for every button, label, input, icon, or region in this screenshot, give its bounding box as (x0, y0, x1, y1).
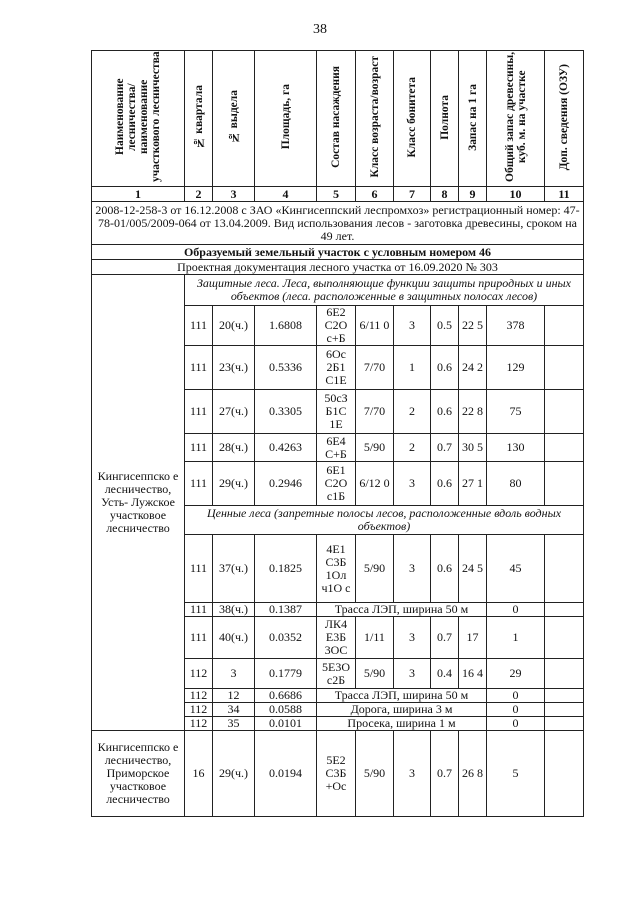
total-stock-cell: 0 (487, 717, 545, 731)
density-cell: 0.5 (431, 306, 459, 346)
project-doc-row (92, 260, 584, 275)
area-cell: 0.1825 (255, 535, 317, 603)
header-cell: Общий запас древесины, куб. м. на участке (487, 51, 545, 187)
allotment-cell: 29(ч.) (213, 731, 255, 817)
quarter-cell: 111 (185, 346, 213, 390)
extra-cell (545, 617, 584, 659)
density-cell: 0.6 (431, 346, 459, 390)
header-cell: Наименование лесничества/ наименование участкового лесничества (92, 51, 185, 187)
allotment-cell: 23(ч.) (213, 346, 255, 390)
age-cell: 7/70 (356, 390, 394, 434)
total-stock-cell: 5 (487, 731, 545, 817)
area-cell: 0.3305 (255, 390, 317, 434)
forestry-name: Кингисеппско е лесничество, Усть- Лужское участковое лесничество (92, 275, 185, 731)
composition-cell: 6Ос 2Б1 С1Е (317, 346, 356, 390)
area-cell: 0.4263 (255, 434, 317, 462)
density-cell: 0.6 (431, 462, 459, 506)
density-cell: 0.7 (431, 731, 459, 817)
age-cell: 1/11 (356, 617, 394, 659)
composition-cell: 50сЗ Б1С 1Е (317, 390, 356, 434)
age-cell: 6/12 0 (356, 462, 394, 506)
allotment-cell: 40(ч.) (213, 617, 255, 659)
quarter-cell: 111 (185, 603, 213, 617)
forest-plot-table (91, 50, 584, 817)
allotment-cell: 27(ч.) (213, 390, 255, 434)
bonitet-cell: 3 (394, 535, 431, 603)
total-stock-cell: 129 (487, 346, 545, 390)
allotment-cell: 38(ч.) (213, 603, 255, 617)
bonitet-cell: 3 (394, 659, 431, 689)
forest-category: Ценные леса (запретные полосы лесов, расположенные вдоль водных объектов) (185, 506, 584, 535)
project-doc: Проектная документация лесного участка от 16.09.2020 № 303 (92, 260, 584, 275)
composition-cell: 5Е3О с2Б (317, 659, 356, 689)
age-cell: 7/70 (356, 346, 394, 390)
header-cell: Полнота (431, 51, 459, 187)
extra-cell (545, 306, 584, 346)
total-stock-cell: 0 (487, 689, 545, 703)
extra-cell (545, 731, 584, 817)
composition-cell: 6Е1 С2О с1Б (317, 462, 356, 506)
header-cell: № выдела (213, 51, 255, 187)
density-cell: 0.7 (431, 434, 459, 462)
bonitet-cell: 3 (394, 462, 431, 506)
allotment-cell: 29(ч.) (213, 462, 255, 506)
quarter-cell: 16 (185, 731, 213, 817)
col-number: 5 (317, 187, 356, 202)
area-cell: 0.0101 (255, 717, 317, 731)
stock-per-ha-cell: 22 5 (459, 306, 487, 346)
stock-per-ha-cell: 24 5 (459, 535, 487, 603)
page-number: 38 (313, 22, 327, 37)
allotment-cell: 37(ч.) (213, 535, 255, 603)
bonitet-cell: 2 (394, 390, 431, 434)
age-cell: 5/90 (356, 535, 394, 603)
quarter-cell: 112 (185, 717, 213, 731)
stock-per-ha-cell: 27 1 (459, 462, 487, 506)
area-cell: 0.6686 (255, 689, 317, 703)
total-stock-cell: 29 (487, 659, 545, 689)
area-cell: 0.1779 (255, 659, 317, 689)
header-cell: Доп. сведения (ОЗУ) (545, 51, 584, 187)
col-number: 10 (487, 187, 545, 202)
age-cell: 5/90 (356, 434, 394, 462)
extra-cell (545, 390, 584, 434)
table-row (92, 731, 584, 817)
extra-cell (545, 659, 584, 689)
lease-note: 2008-12-258-3 от 16.12.2008 с ЗАО «Кингисеппский леспромхоз» регистрационный номер: 47-78-01/005/2009-064 от 13.04.2009. Вид использования лесов - заготовка древесины, сроком на 49 лет. (92, 202, 584, 245)
extra-cell (545, 434, 584, 462)
header-cell: Запас на 1 га (459, 51, 487, 187)
total-stock-cell: 75 (487, 390, 545, 434)
area-cell: 0.0352 (255, 617, 317, 659)
description-cell: Просека, ширина 1 м (317, 717, 487, 731)
quarter-cell: 111 (185, 306, 213, 346)
age-cell: 6/11 0 (356, 306, 394, 346)
description-cell: Трасса ЛЭП, ширина 50 м (317, 689, 487, 703)
area-cell: 0.0194 (255, 731, 317, 817)
area-cell: 0.1387 (255, 603, 317, 617)
col-number: 9 (459, 187, 487, 202)
density-cell: 0.6 (431, 535, 459, 603)
stock-per-ha-cell: 30 5 (459, 434, 487, 462)
age-cell: 5/90 (356, 659, 394, 689)
plot-title-row (92, 245, 584, 260)
bonitet-cell: 3 (394, 306, 431, 346)
col-number: 7 (394, 187, 431, 202)
description-cell: Дорога, ширина 3 м (317, 703, 487, 717)
header-cell: № квартала (185, 51, 213, 187)
allotment-cell: 3 (213, 659, 255, 689)
forestry-name: Кингисеппско е лесничество, Приморское участковое лесничество (92, 731, 185, 817)
composition-cell: 6Е2 С2О с+Б (317, 306, 356, 346)
allotment-cell: 20(ч.) (213, 306, 255, 346)
bonitet-cell: 2 (394, 434, 431, 462)
total-stock-cell: 0 (487, 703, 545, 717)
header-cell: Класс бонитета (394, 51, 431, 187)
header-row (92, 51, 584, 187)
bonitet-cell: 3 (394, 617, 431, 659)
allotment-cell: 35 (213, 717, 255, 731)
total-stock-cell: 80 (487, 462, 545, 506)
quarter-cell: 112 (185, 659, 213, 689)
header-cell: Площадь, га (255, 51, 317, 187)
age-cell: 5/90 (356, 731, 394, 817)
col-number: 1 (92, 187, 185, 202)
extra-cell (545, 603, 584, 617)
total-stock-cell: 45 (487, 535, 545, 603)
quarter-cell: 111 (185, 617, 213, 659)
col-number: 6 (356, 187, 394, 202)
extra-cell (545, 535, 584, 603)
description-cell: Трасса ЛЭП, ширина 50 м (317, 603, 487, 617)
stock-per-ha-cell: 17 (459, 617, 487, 659)
area-cell: 0.0588 (255, 703, 317, 717)
stock-per-ha-cell: 16 4 (459, 659, 487, 689)
col-number: 8 (431, 187, 459, 202)
col-number: 3 (213, 187, 255, 202)
total-stock-cell: 378 (487, 306, 545, 346)
allotment-cell: 28(ч.) (213, 434, 255, 462)
composition-cell: 6Е4 С+Б (317, 434, 356, 462)
quarter-cell: 111 (185, 462, 213, 506)
quarter-cell: 112 (185, 703, 213, 717)
extra-cell (545, 462, 584, 506)
bonitet-cell: 3 (394, 731, 431, 817)
plot-title: Образуемый земельный участок с условным номером 46 (92, 245, 584, 260)
composition-cell: 4Е1 С3Б 1Ол ч1О с (317, 535, 356, 603)
density-cell: 0.6 (431, 390, 459, 434)
col-number: 2 (185, 187, 213, 202)
composition-cell: ЛК4 Е3Б 3ОС (317, 617, 356, 659)
header-cell: Класс возраста/возраст (356, 51, 394, 187)
extra-cell (545, 717, 584, 731)
forest-category: Защитные леса. Леса, выполняющие функции защиты природных и иных объектов (леса. расположенные в защитных полосах лесов) (185, 275, 584, 306)
header-cell: Состав насаждения (317, 51, 356, 187)
stock-per-ha-cell: 26 8 (459, 731, 487, 817)
total-stock-cell: 1 (487, 617, 545, 659)
total-stock-cell: 0 (487, 603, 545, 617)
quarter-cell: 111 (185, 390, 213, 434)
quarter-cell: 111 (185, 434, 213, 462)
quarter-cell: 111 (185, 535, 213, 603)
stock-per-ha-cell: 24 2 (459, 346, 487, 390)
area-cell: 0.2946 (255, 462, 317, 506)
lease-note-row (92, 202, 584, 245)
area-cell: 0.5336 (255, 346, 317, 390)
composition-cell: 5Е2 С3Б +Ос (317, 731, 356, 817)
stock-per-ha-cell: 22 8 (459, 390, 487, 434)
extra-cell (545, 703, 584, 717)
allotment-cell: 34 (213, 703, 255, 717)
category-row (92, 275, 584, 306)
density-cell: 0.7 (431, 617, 459, 659)
extra-cell (545, 689, 584, 703)
allotment-cell: 12 (213, 689, 255, 703)
column-number-row (92, 187, 584, 202)
bonitet-cell: 1 (394, 346, 431, 390)
area-cell: 1.6808 (255, 306, 317, 346)
col-number: 11 (545, 187, 584, 202)
col-number: 4 (255, 187, 317, 202)
density-cell: 0.4 (431, 659, 459, 689)
extra-cell (545, 346, 584, 390)
quarter-cell: 112 (185, 689, 213, 703)
total-stock-cell: 130 (487, 434, 545, 462)
